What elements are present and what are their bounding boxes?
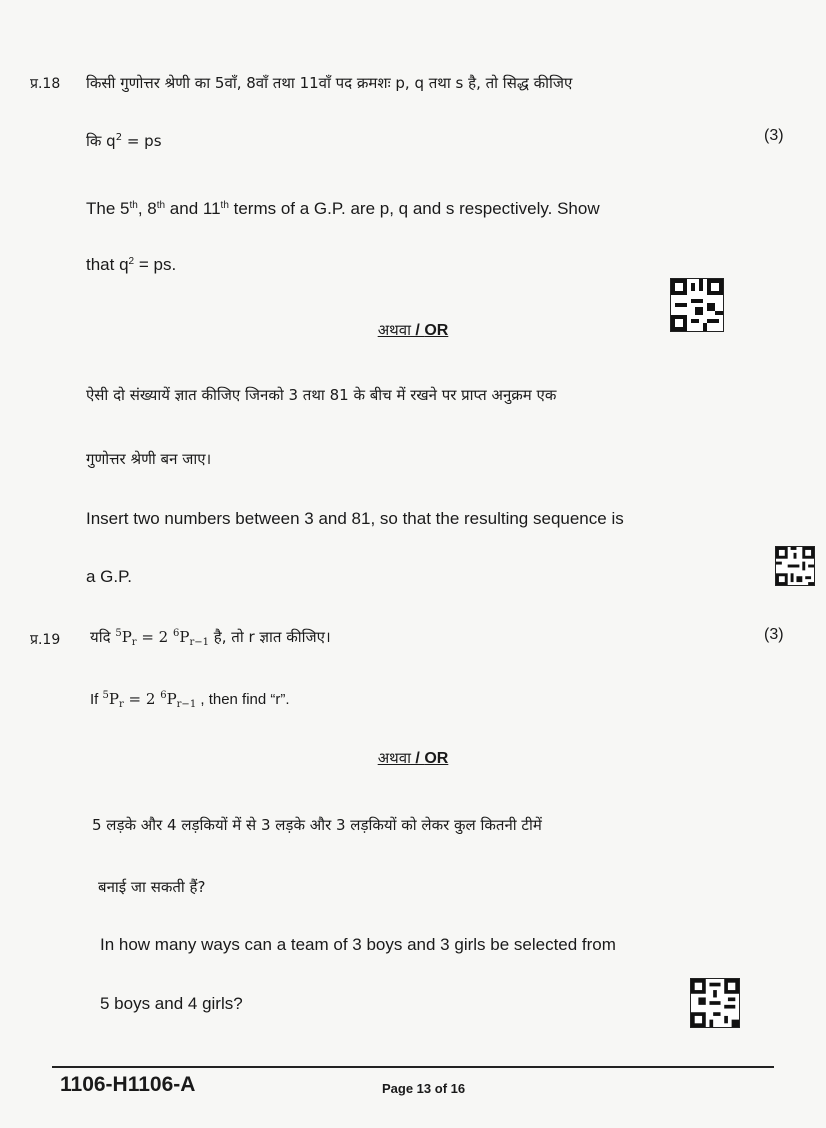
q18-en-part-d: terms of a G.P. are p, q and s respectively. Show (228, 199, 600, 218)
q19-h-rhs-sub: r−1 (189, 637, 209, 648)
q19-e-lhs-base: P (108, 690, 119, 708)
q18-english-line2 (86, 254, 176, 276)
q18-hindi-line2-exp: 2 (115, 132, 123, 143)
qr-code-icon (690, 978, 740, 1028)
q19-alt-hindi-line2: बनाई जा सकती हैं? (98, 878, 206, 896)
q18-en-part-a: The 5 (86, 199, 130, 218)
q19-english-line (90, 688, 290, 711)
q18-en-sup1: th (129, 200, 138, 211)
q18-en2-suffix: = ps. (134, 255, 177, 274)
q18-or-en: OR (424, 322, 449, 339)
q19-e-rhs-base: P (166, 690, 177, 708)
footer-rule (52, 1066, 774, 1068)
q19-h-rhs-pre: 6 (173, 628, 180, 639)
q19-e-lhs-sub: r (118, 699, 124, 710)
q18-alt-hindi-line2: गुणोत्तर श्रेणी बन जाए। (86, 450, 212, 468)
q18-marks: (3) (764, 127, 784, 144)
q19-e-eq: = 2 (123, 690, 161, 708)
q19-hindi-prefix: यदि (90, 628, 116, 646)
q19-en-prefix: If (90, 691, 103, 708)
q19-h-eq: = 2 (136, 628, 173, 646)
q19-hindi-suffix: है, तो r ज्ञात कीजिए। (209, 628, 331, 646)
q19-e-rhs-sub: r−1 (176, 699, 197, 710)
q18-en-part-c: and 11 (165, 199, 221, 218)
q19-or-sep: / (410, 750, 425, 767)
q18-hindi-line1: किसी गुणोत्तर श्रेणी का 5वाँ, 8वाँ तथा 11वाँ पद क्रमशः p, q तथा s है, तो सिद्ध कीजिए (86, 74, 573, 92)
q18-en2-prefix: that q (86, 255, 129, 274)
q18-hindi-line2 (86, 130, 162, 152)
page-number: Page 13 of 16 (382, 1081, 466, 1096)
q19-alt-english-line1: In how many ways can a team of 3 boys and 3 girls be selected from (100, 935, 616, 954)
q19-or-hindi: अथवा (377, 749, 411, 767)
qr-code-icon (775, 546, 815, 586)
q18-hindi-line2-suffix: = ps (122, 132, 162, 150)
q19-en-suffix: , then find “r”. (196, 691, 290, 708)
q19-marks: (3) (764, 626, 784, 643)
q18-en-part-b: , 8 (137, 199, 157, 218)
q19-alt-english-line2: 5 boys and 4 girls? (100, 994, 243, 1013)
q19-e-lhs-pre: 5 (102, 690, 109, 701)
q19-number: प्र.19 (30, 632, 61, 648)
q19-alt-hindi-line1: 5 लड़के और 4 लड़कियों में से 3 लड़के और 3 लड़कियों को लेकर कुल कितनी टीमें (92, 816, 542, 834)
q18-en-sup3: th (220, 200, 229, 211)
q19-e-rhs-pre: 6 (160, 690, 167, 701)
q18-or-separator (0, 320, 826, 340)
q19-h-lhs-base: P (121, 628, 132, 646)
q19-hindi-formula (115, 628, 209, 646)
q18-alt-hindi-line1: ऐसी दो संख्यायें ज्ञात कीजिए जिनको 3 तथा 81 के बीच में रखने पर प्राप्त अनुक्रम एक (86, 386, 557, 404)
q19-or-separator (0, 748, 826, 768)
q18-alt-english-line2: a G.P. (86, 567, 132, 586)
q18-or-sep: / (410, 322, 425, 339)
q19-h-rhs-base: P (179, 628, 190, 646)
q18-en-sup2: th (156, 200, 166, 211)
q18-hindi-line2-prefix: कि q (86, 132, 116, 150)
q18-alt-english-line1: Insert two numbers between 3 and 81, so that the resulting sequence is (86, 509, 624, 528)
q18-english-line1 (86, 198, 600, 220)
q19-hindi-line (90, 626, 331, 648)
q19-en-formula (103, 690, 197, 708)
q19-h-lhs-sub: r (131, 637, 137, 648)
paper-code: 1106-H1106-A (60, 1073, 196, 1096)
q18-or-hindi: अथवा (377, 321, 411, 339)
q18-number: प्र.18 (30, 76, 61, 92)
q19-or-en: OR (424, 750, 449, 767)
q19-h-lhs-pre: 5 (115, 628, 122, 639)
q18-en2-exp: 2 (128, 256, 135, 267)
